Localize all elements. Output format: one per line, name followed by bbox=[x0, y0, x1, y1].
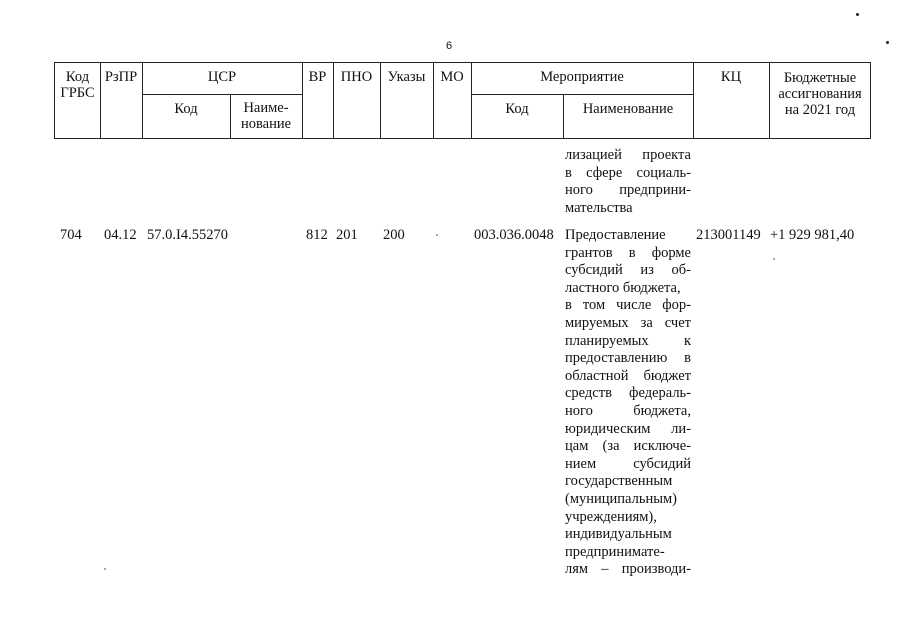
text-line: учреждениям), bbox=[565, 508, 657, 525]
header-mo: МО bbox=[440, 69, 464, 85]
scan-speck bbox=[856, 13, 859, 16]
text-line: ластного бюджета, bbox=[565, 279, 681, 296]
header-meropriyatie: Мероприятие bbox=[540, 69, 624, 85]
cell-rzpr: 04.12 bbox=[104, 227, 137, 243]
text-line: ного предприни- bbox=[565, 182, 691, 199]
text-line: цам (за исключе- bbox=[565, 438, 691, 455]
text-line: мируемых за счет bbox=[565, 314, 691, 331]
header-mer-kod: Код bbox=[505, 101, 529, 117]
scan-speck bbox=[773, 258, 775, 260]
text-line: предпринимате- bbox=[565, 543, 665, 560]
scan-speck bbox=[104, 568, 106, 570]
cell-mer-name bbox=[565, 227, 691, 579]
text-line: лизацией проекта bbox=[565, 147, 691, 163]
header-kc: КЦ bbox=[720, 69, 742, 85]
cell-kod-grbs: 704 bbox=[60, 227, 82, 243]
header-ukazy: Указы bbox=[387, 69, 426, 85]
header-vr: ВР bbox=[308, 69, 327, 85]
cell-csr-kod: 57.0.I4.55270 bbox=[147, 227, 228, 243]
header-csr: ЦСР bbox=[207, 69, 237, 85]
text-line: ного бюджета, bbox=[565, 402, 691, 419]
text-line: планируемых к bbox=[565, 332, 691, 349]
cell-pno: 201 bbox=[336, 227, 358, 243]
text-line: субсидий из об- bbox=[565, 262, 691, 279]
text-line: мательства bbox=[565, 199, 633, 216]
text-line: лям – производи- bbox=[565, 561, 691, 578]
header-mer-name: Наименование bbox=[582, 101, 674, 117]
text-line: грантов в форме bbox=[565, 244, 691, 261]
text-line: индивидуальным bbox=[565, 526, 672, 543]
cell-amount: +1 929 981,40 bbox=[770, 227, 855, 243]
text-line: юридическим ли- bbox=[565, 420, 691, 437]
table-header bbox=[54, 62, 871, 139]
header-csr-kod: Код bbox=[174, 101, 198, 117]
text-line: предоставлению в bbox=[565, 350, 691, 367]
header-pno: ПНО bbox=[340, 69, 373, 85]
page-number: 6 bbox=[446, 40, 453, 52]
text-line: (муниципальным) bbox=[565, 490, 677, 507]
cell-kc: 213001149 bbox=[696, 227, 761, 243]
col-divider bbox=[769, 63, 770, 138]
row-divider bbox=[142, 94, 302, 95]
text-line: в сфере социаль- bbox=[565, 164, 691, 181]
text-line: нием субсидий bbox=[565, 455, 691, 472]
text-line: областной бюджет bbox=[565, 367, 691, 384]
header-csr-name: Наиме-нование bbox=[240, 100, 292, 132]
text-line: в том числе фор- bbox=[565, 297, 691, 314]
row-divider bbox=[471, 94, 693, 95]
header-budget: Бюджетные ассигнования на 2021 год bbox=[778, 70, 862, 118]
cell-mer-kod: 003.036.0048 bbox=[474, 227, 554, 243]
text-line: Предоставление bbox=[565, 227, 666, 243]
continuation-text bbox=[565, 147, 691, 217]
text-line: средств федераль- bbox=[565, 385, 691, 402]
cell-vr: 812 bbox=[306, 227, 328, 243]
cell-ukazy: 200 bbox=[383, 227, 405, 243]
text-line: государственным bbox=[565, 473, 673, 490]
scan-speck bbox=[886, 41, 889, 44]
scan-speck bbox=[436, 234, 438, 236]
header-rzpr: РзПР bbox=[104, 69, 138, 85]
header-kod-grbs: Код ГРБС bbox=[60, 69, 95, 101]
